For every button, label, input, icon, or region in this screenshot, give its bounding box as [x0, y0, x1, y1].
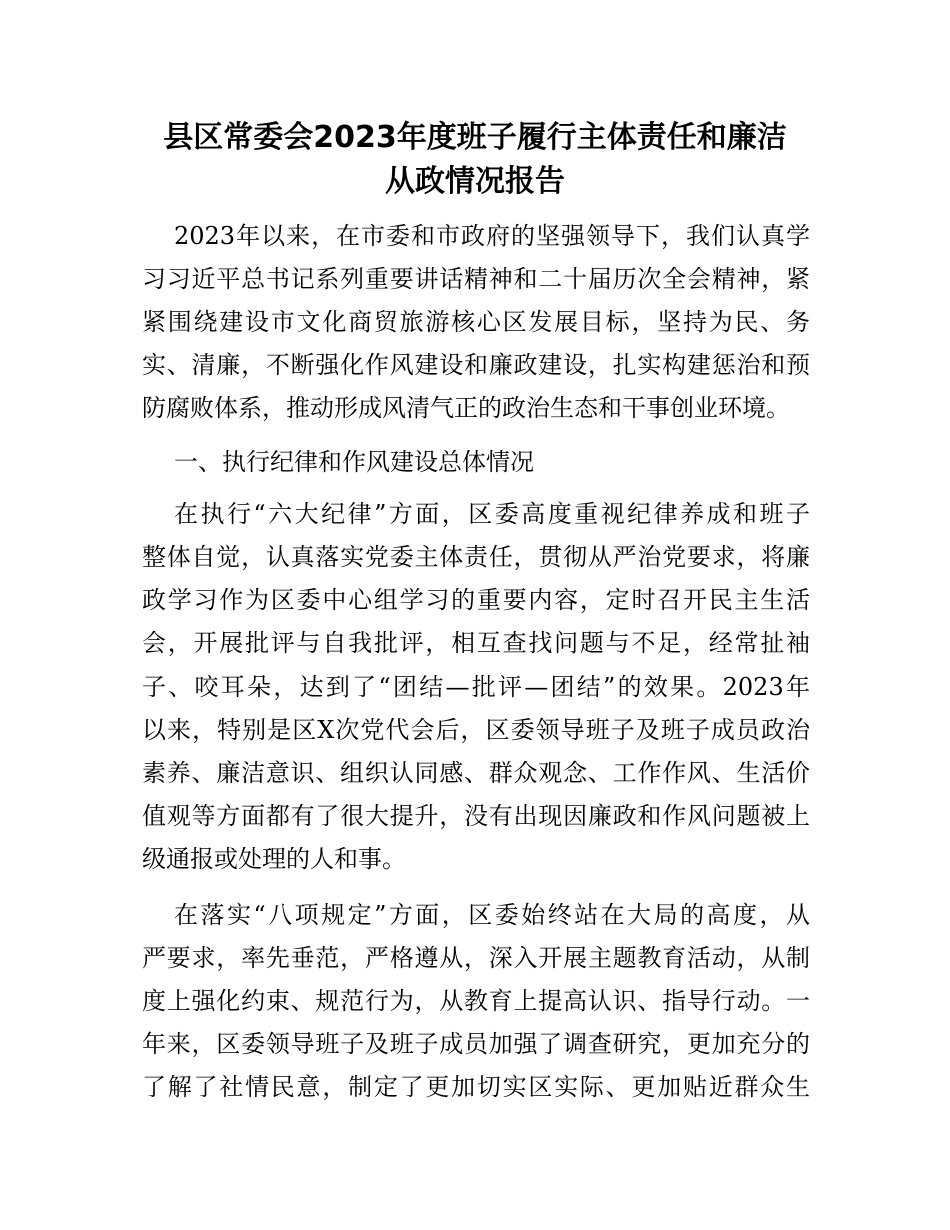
paragraph-line: 度上强化约束、规范行为，从教育上提高认识、指导行动。一 — [142, 987, 810, 1015]
paragraph-line: 严要求，率先垂范，严格遵从，深入开展主题教育活动，从制 — [142, 944, 810, 972]
paragraph-line: 在执行“六大纪律”方面，区委高度重视纪律养成和班子 — [174, 500, 810, 528]
paragraph-line: 防腐败体系，推动形成风清气正的政治生态和干事创业环境。 — [142, 394, 790, 422]
paragraph-line: 以来，特别是区X次党代会后，区委领导班子及班子成员政治 — [142, 716, 810, 744]
paragraph-line: 紧围绕建设市文化商贸旅游核心区发展目标，坚持为民、务 — [142, 308, 810, 336]
paragraph-line: 子、咬耳朵，达到了“团结—批评—团结”的效果。2023年 — [142, 673, 810, 701]
paragraph-line: 习习近平总书记系列重要讲话精神和二十届历次全会精神，紧 — [142, 265, 810, 293]
section-heading: 一、执行纪律和作风建设总体情况 — [174, 448, 534, 476]
document-title-line-1: 县区常委会2023年度班子履行主体责任和廉洁 — [163, 120, 787, 155]
paragraph-line: 了解了社情民意，制定了更加切实区实际、更加贴近群众生 — [142, 1073, 810, 1101]
paragraph-line: 在落实“八项规定”方面，区委始终站在大局的高度，从 — [174, 901, 810, 929]
paragraph-line: 2023年以来，在市委和市政府的坚强领导下，我们认真学 — [174, 222, 810, 250]
paragraph-line: 政学习作为区委中心组学习的重要内容，定时召开民主生活 — [142, 586, 810, 614]
paragraph-line: 值观等方面都有了很大提升，没有出现因廉政和作风问题被上 — [142, 802, 810, 830]
paragraph-line: 级通报或处理的人和事。 — [142, 845, 406, 873]
paragraph-line: 素养、廉洁意识、组织认同感、群众观念、工作作风、生活价 — [142, 759, 810, 787]
paragraph-line: 实、清廉，不断强化作风建设和廉政建设，扎实构建惩治和预 — [142, 351, 810, 379]
paragraph-line: 会，开展批评与自我批评，相互查找问题与不足，经常扯袖 — [142, 629, 810, 657]
paragraph-line: 整体自觉，认真落实党委主体责任，贯彻从严治党要求，将廉 — [142, 543, 810, 571]
paragraph-line: 年来，区委领导班子及班子成员加强了调查研究，更加充分的 — [142, 1030, 810, 1058]
document-title-line-2: 从政情况报告 — [385, 164, 565, 199]
